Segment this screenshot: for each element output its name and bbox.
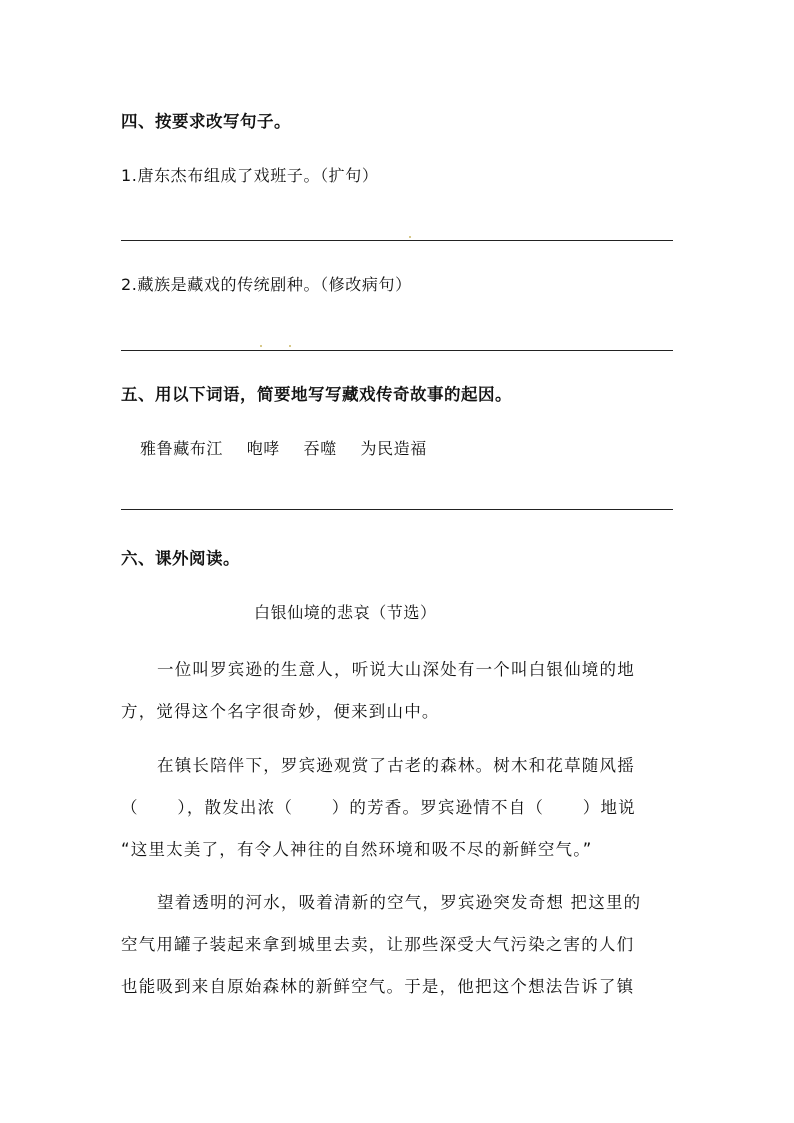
passage-line-with-blanks[interactable]: （ ），散发出浓（ ）的芳香。罗宾逊情不自（ ）地说 — [121, 798, 636, 817]
word-item: 吞噬 — [303, 439, 337, 458]
passage-line: “这里太美了，有令人神往的自然环境和吸不尽的新鲜空气。” — [121, 840, 593, 859]
passage-title: 白银仙境的悲哀（节选） — [254, 603, 437, 622]
passage-line: 一位叫罗宾逊的生意人，听说大山深处有一个叫白银仙境的地 — [157, 660, 635, 679]
passage-line: 空气用罐子装起来拿到城里去卖，让那些深受大气污染之害的人们 — [121, 935, 635, 954]
question-2: 2.藏族是藏戏的传统剧种。（修改病句） — [121, 275, 412, 294]
scan-speck — [409, 236, 411, 238]
answer-line-1[interactable] — [121, 240, 673, 241]
word-item: 咆哮 — [246, 439, 280, 458]
passage-line: 方，觉得这个名字很奇妙，便来到山中。 — [121, 702, 440, 721]
section-5-heading: 五、用以下词语，简要地写写藏戏传奇故事的起因。 — [121, 385, 512, 404]
word-item: 雅鲁藏布江 — [140, 439, 224, 458]
answer-line-3[interactable] — [121, 509, 673, 510]
section-4-heading: 四、按要求改写句子。 — [121, 112, 291, 131]
scan-speck — [289, 345, 291, 347]
passage-line: 在镇长陪伴下，罗宾逊观赏了古老的森林。树木和花草随风摇 — [157, 756, 635, 775]
word-list — [140, 436, 427, 459]
answer-line-2[interactable] — [121, 350, 673, 351]
word-item: 为民造福 — [360, 439, 427, 458]
passage-line: 也能吸到来自原始森林的新鲜空气。于是，他把这个想法告诉了镇 — [121, 977, 635, 996]
question-1: 1.唐东杰布组成了戏班子。（扩句） — [121, 166, 379, 185]
section-6-heading: 六、课外阅读。 — [121, 549, 240, 568]
scan-speck — [260, 345, 262, 347]
passage-line: 望着透明的河水，吸着清新的空气，罗宾逊突发奇想 把这里的 — [157, 893, 642, 912]
